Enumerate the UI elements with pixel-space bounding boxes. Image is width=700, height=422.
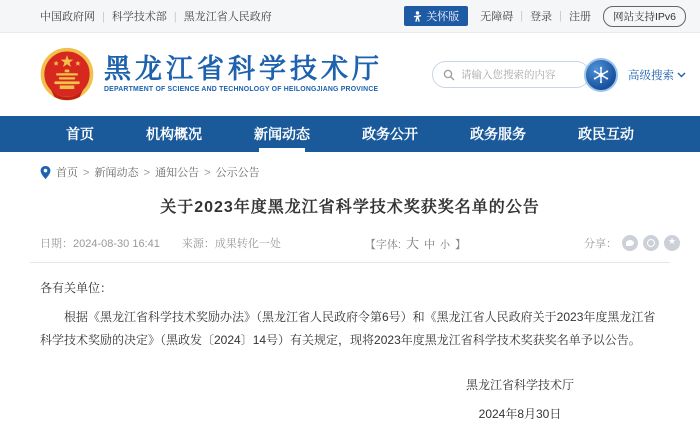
topbar-link-1[interactable]: 科学技术部 (111, 11, 167, 23)
article-source: 来源：成果转化一处 (181, 237, 281, 250)
nav-item-0[interactable]: 首页 (66, 126, 94, 142)
nav-item-1[interactable]: 机构概况 (146, 126, 202, 142)
divider: | (102, 11, 105, 23)
breadcrumb-item-0[interactable]: 首页 (56, 167, 78, 179)
topbar (0, 0, 700, 33)
salutation: 各有关单位： (40, 281, 113, 295)
nav-item-3[interactable]: 政务公开 (362, 126, 418, 142)
breadcrumb-separator: > (201, 167, 214, 179)
breadcrumb-item-1[interactable]: 新闻动态 (94, 167, 139, 179)
site-header (0, 33, 700, 116)
article-body (0, 279, 700, 352)
search-icon (443, 69, 455, 81)
wechat-share-icon[interactable] (622, 235, 638, 251)
care-mode-button[interactable] (404, 6, 468, 26)
ipv6-badge[interactable]: 网站支持IPv6 (603, 6, 686, 27)
main-nav (0, 116, 700, 152)
divider: | (520, 10, 524, 22)
accessibility-link[interactable]: 无障碍 (480, 11, 514, 23)
search-input[interactable] (461, 69, 579, 81)
font-size-medium-button[interactable]: 中 (424, 239, 435, 251)
weibo-share-icon[interactable] (643, 235, 659, 251)
breadcrumb-separator: > (80, 167, 93, 179)
font-size-small-button[interactable]: 小 (440, 240, 450, 251)
location-pin-icon (40, 166, 51, 179)
divider: | (173, 11, 177, 23)
site-title: 黑龙江省科学技术厅 (104, 54, 383, 84)
topbar-right (404, 6, 686, 27)
signature-date: 2024年8月30日 (478, 407, 562, 421)
nav-item-4[interactable]: 政务服务 (470, 126, 526, 142)
font-size-open: 【字体: (364, 239, 401, 251)
article-title: 关于2023年度黑龙江省科学技术奖获奖名单的公告 (160, 199, 540, 216)
article-date: 日期：2024-08-30 16:41 (40, 237, 160, 250)
title-block (104, 56, 383, 93)
signature-org: 黑龙江省科学技术厅 (465, 378, 574, 392)
advanced-search-label: 高级搜索 (628, 69, 674, 82)
divider: | (559, 10, 562, 22)
register-link[interactable]: 注册 (568, 11, 591, 23)
signature-block (420, 376, 620, 422)
national-emblem-logo (38, 46, 96, 104)
font-size-large-button[interactable]: 大 (405, 236, 419, 251)
breadcrumb-item-3[interactable]: 公示公告 (215, 167, 260, 179)
search-box (432, 61, 590, 88)
care-mode-label: 关怀版 (426, 11, 460, 23)
advanced-search-link[interactable] (628, 67, 686, 83)
topbar-link-2[interactable]: 黑龙江省人民政府 (183, 11, 272, 23)
topbar-link-0[interactable]: 中国政府网 (40, 11, 95, 23)
breadcrumb-trail (56, 164, 260, 180)
share-icons (622, 235, 680, 251)
search-snowflake-button[interactable] (584, 58, 618, 92)
topbar-links (40, 8, 272, 24)
snowflake-icon (592, 66, 610, 84)
font-size-close: 】 (455, 239, 466, 251)
share-label: 分享： (584, 237, 617, 250)
chevron-down-icon (677, 72, 686, 78)
share-group (584, 235, 680, 251)
search-group (432, 58, 686, 92)
article-paragraph: 根据《黑龙江省科学技术奖励办法》（黑龙江省人民政府令第6号）和《黑龙江省人民政府关于2023年度黑龙江省科学技术奖励的决定》（黑政发〔2024〕14号）有关规定，现将2023年度黑龙江省科学技术奖获奖名单予以公告。 (40, 310, 656, 347)
star-share-icon[interactable] (664, 235, 680, 251)
logo-group[interactable] (38, 46, 383, 104)
site-subtitle: DEPARTMENT OF SCIENCE AND TECHNOLOGY OF HEILONGJIANG PROVINCE (104, 86, 379, 93)
nav-item-2[interactable]: 新闻动态 (250, 116, 314, 152)
breadcrumb-item-2[interactable]: 通知公告 (155, 167, 200, 179)
article-meta (0, 233, 700, 252)
breadcrumb (0, 152, 700, 180)
breadcrumb-separator: > (140, 167, 154, 179)
nav-item-5[interactable]: 政民互动 (578, 126, 634, 142)
content (0, 152, 700, 422)
font-size-control (365, 233, 466, 252)
person-icon (413, 11, 422, 22)
divider (30, 262, 670, 263)
login-link[interactable]: 登录 (530, 11, 553, 23)
